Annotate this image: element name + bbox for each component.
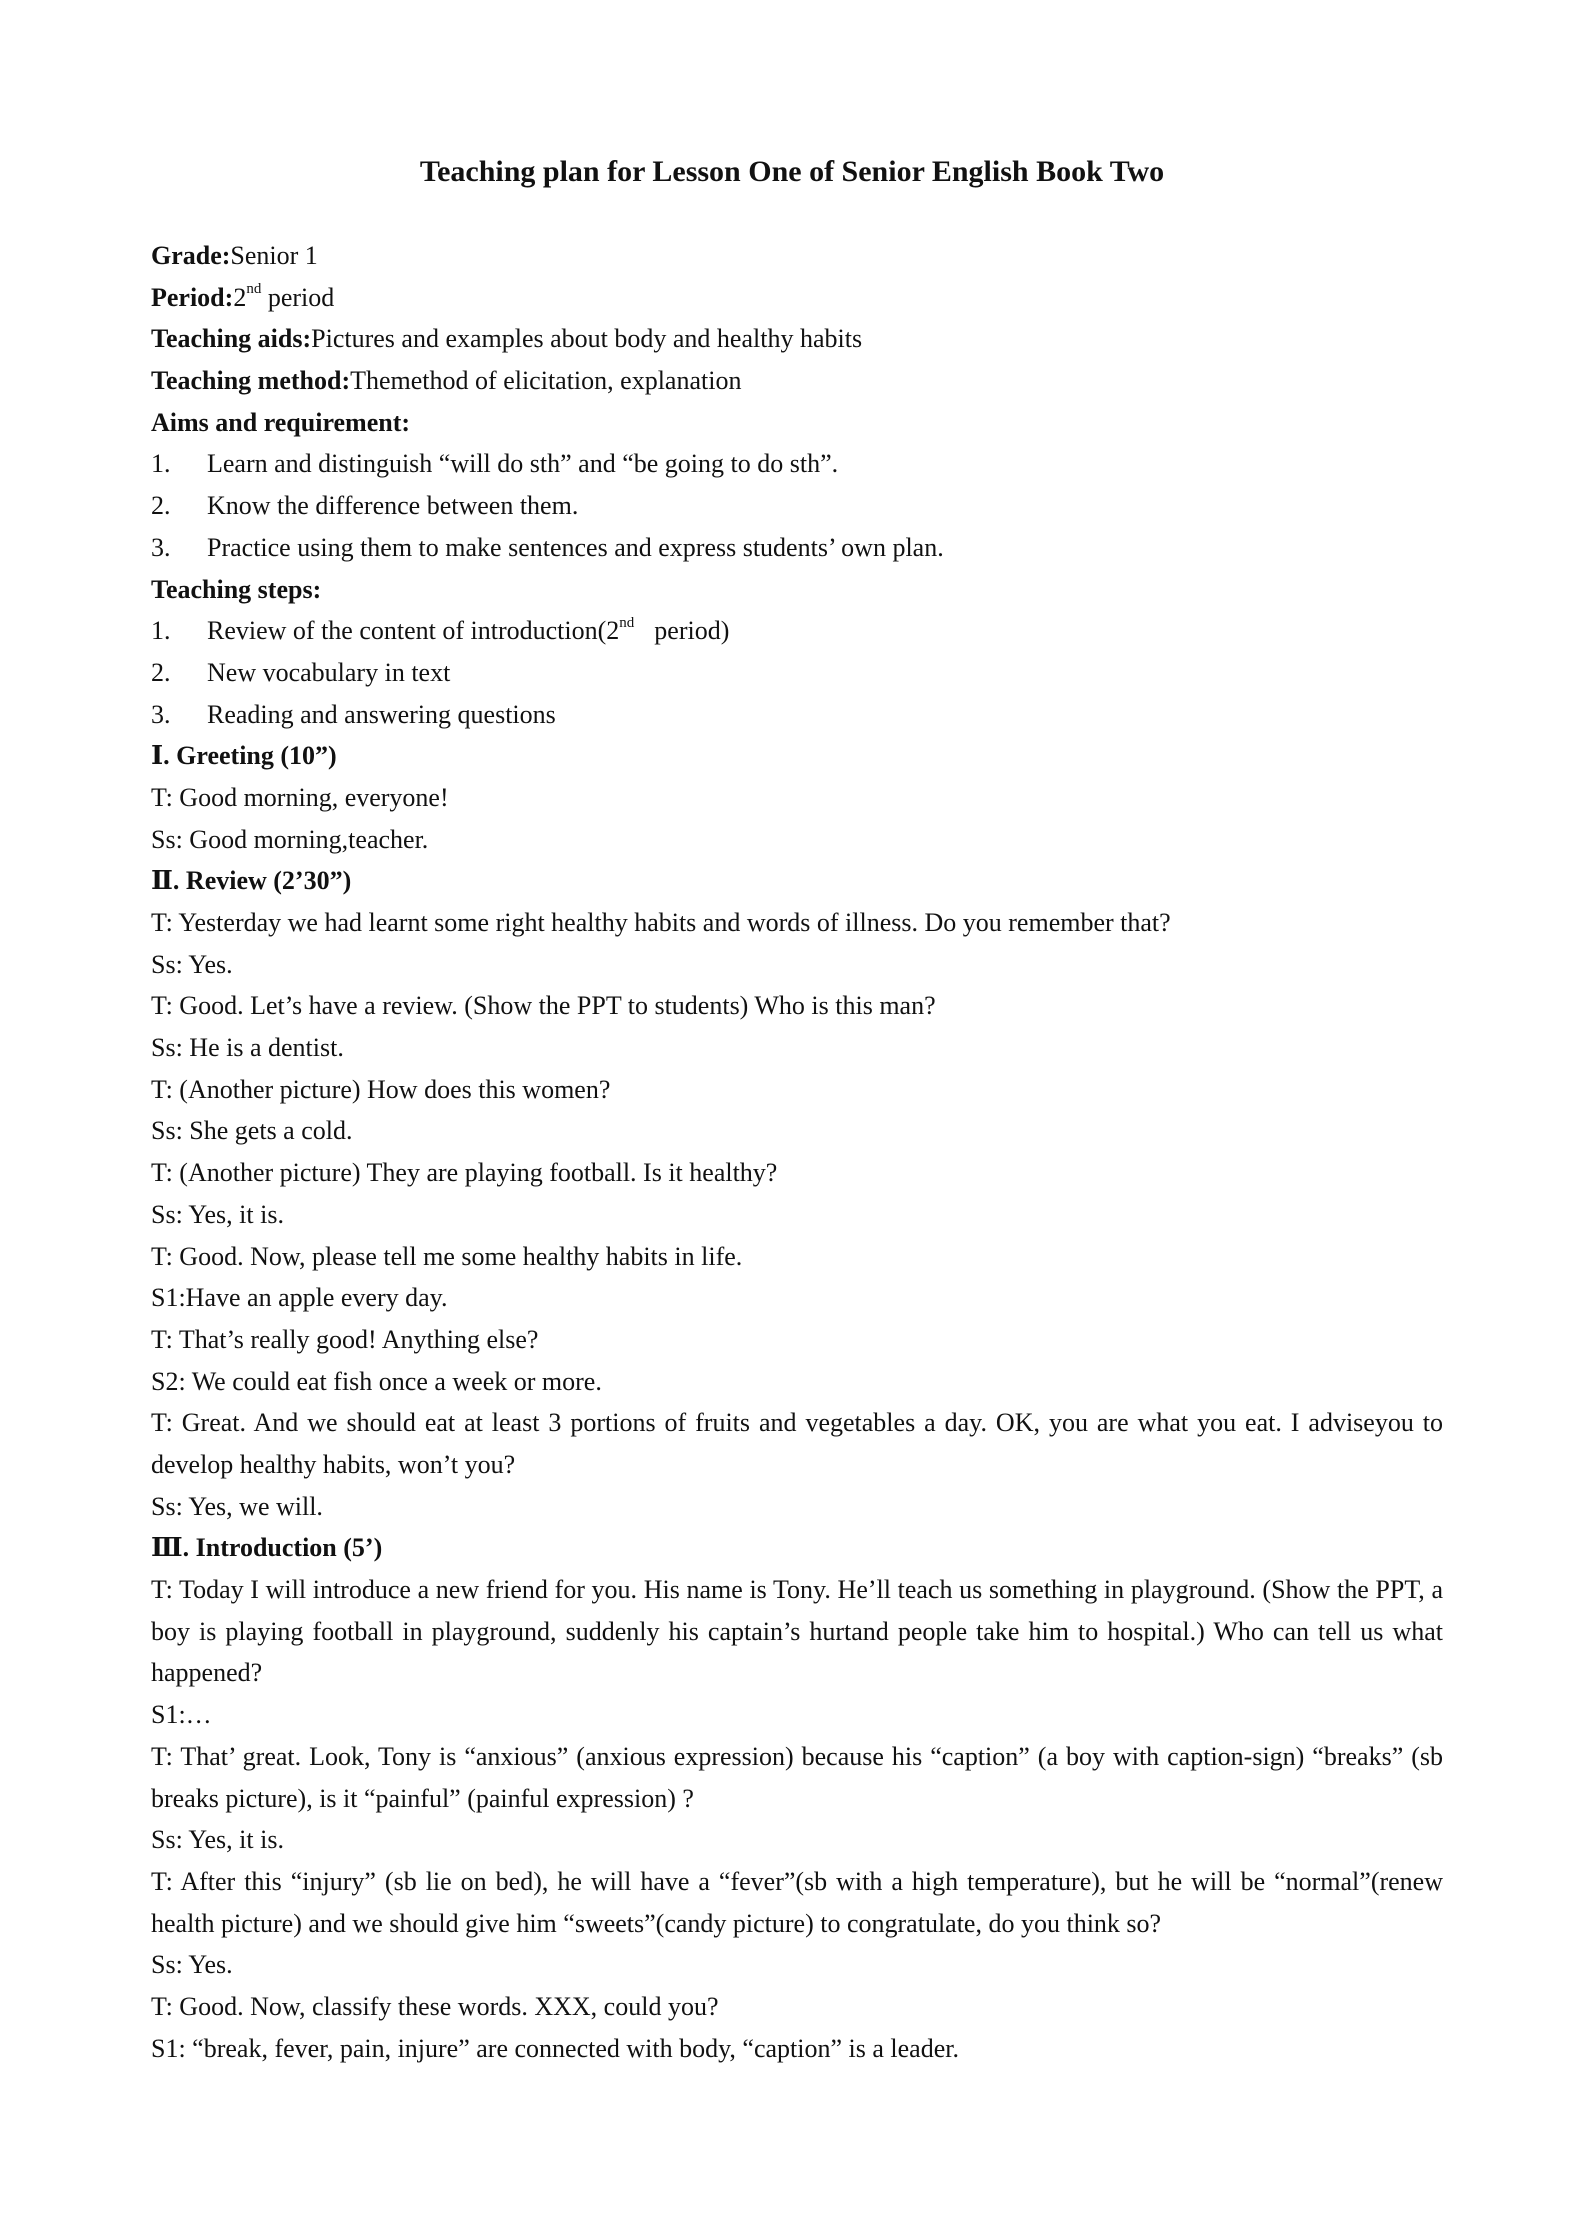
dialogue-line: T: Good. Now, please tell me some healthy habits in life. bbox=[151, 1241, 743, 1271]
steps-heading: Teaching steps: bbox=[151, 574, 322, 604]
aids-label: Teaching aids: bbox=[151, 324, 312, 354]
steps-item bbox=[151, 610, 1443, 652]
step1-text: Review of the content of introduction(2 bbox=[207, 616, 620, 646]
dialogue-line: T: Good. Now, classify these words. XXX, could you? bbox=[151, 1992, 719, 2022]
greeting-heading: Ⅰ. Greeting (10”) bbox=[151, 741, 337, 771]
method-value: Themethod of elicitation, explanation bbox=[350, 366, 742, 396]
list-text: Learn and distinguish “will do sth” and “be going to do sth”. bbox=[207, 449, 839, 479]
dialogue-paragraph: T: After this “injury” (sb lie on bed), he will have a “fever”(sb with a high temperature), but he will be “normal”(renew health picture) and we should give him “sweets”(candy picture) to congratulate, do you think so? bbox=[151, 1866, 1443, 1938]
list-text: Practice using them to make sentences and express students’ own plan. bbox=[207, 532, 944, 562]
dialogue-line: Ss: Yes. bbox=[151, 949, 233, 979]
period-line bbox=[151, 277, 1443, 319]
list-text: Reading and answering questions bbox=[207, 699, 556, 729]
method-line bbox=[151, 360, 1443, 402]
dialogue-line: Ss: He is a dentist. bbox=[151, 1033, 344, 1063]
list-text bbox=[207, 610, 729, 652]
aids-line bbox=[151, 318, 1443, 360]
document-title: Teaching plan for Lesson One of Senior English Book Two bbox=[419, 155, 1165, 188]
aims-heading: Aims and requirement: bbox=[151, 407, 411, 437]
aims-item bbox=[151, 527, 1443, 569]
dialogue-paragraph: T: That’ great. Look, Tony is “anxious” (anxious expression) because his “caption” (a boy with caption-sign) “breaks” (sb breaks picture), is it “painful” (painful expression) ? bbox=[151, 1741, 1443, 1813]
grade-line bbox=[151, 235, 1443, 277]
grade-label: Grade: bbox=[151, 241, 231, 270]
dialogue-line: T: Good morning, everyone! bbox=[151, 782, 449, 812]
dialogue-line: Ss: Yes, we will. bbox=[151, 1491, 323, 1521]
period-label: Period: bbox=[151, 282, 234, 312]
grade-value: Senior 1 bbox=[230, 241, 318, 270]
period-word: period bbox=[261, 282, 335, 312]
dialogue-line: S1: “break, fever, pain, injure” are connected with body, “caption” is a leader. bbox=[151, 2033, 959, 2063]
document-body bbox=[151, 235, 1443, 2069]
dialogue-line: S1:… bbox=[151, 1700, 212, 1730]
list-text: Know the difference between them. bbox=[207, 491, 579, 521]
step1-superscript: nd bbox=[619, 614, 635, 631]
dialogue-line: Ss: Good morning,teacher. bbox=[151, 824, 429, 854]
steps-item bbox=[151, 694, 1443, 736]
method-label: Teaching method: bbox=[151, 366, 351, 396]
dialogue-line: S2: We could eat fish once a week or more. bbox=[151, 1366, 602, 1396]
dialogue-line: T: Good. Let’s have a review. (Show the PPT to students) Who is this man? bbox=[151, 991, 936, 1021]
list-number: 2. bbox=[151, 491, 171, 521]
review-heading: Ⅱ. Review (2’30”) bbox=[151, 866, 352, 896]
list-text: New vocabulary in text bbox=[207, 657, 451, 687]
step1-tail: period) bbox=[654, 616, 730, 646]
list-number: 3. bbox=[151, 532, 171, 562]
dialogue-line: T: That’s really good! Anything else? bbox=[151, 1324, 539, 1354]
list-number: 1. bbox=[151, 449, 171, 479]
list-number: 2. bbox=[151, 657, 171, 687]
list-number: 1. bbox=[151, 616, 171, 646]
dialogue-paragraph: T: Great. And we should eat at least 3 portions of fruits and vegetables a day. OK, you are what you eat. I adviseyou to develop healthy habits, won’t you? bbox=[151, 1408, 1443, 1479]
aims-item bbox=[151, 485, 1443, 527]
aims-item bbox=[151, 443, 1443, 485]
dialogue-line: T: Yesterday we had learnt some right healthy habits and words of illness. Do you remember that? bbox=[151, 908, 1171, 937]
dialogue-line: S1:Have an apple every day. bbox=[151, 1283, 448, 1313]
period-number: 2 bbox=[233, 282, 247, 312]
introduction-heading: Ⅲ. Introduction (5’) bbox=[151, 1533, 383, 1563]
period-superscript: nd bbox=[246, 281, 262, 298]
dialogue-line: Ss: Yes, it is. bbox=[151, 1199, 284, 1229]
steps-item bbox=[151, 652, 1443, 694]
dialogue-line: T: (Another picture) How does this women? bbox=[151, 1074, 611, 1104]
aids-value: Pictures and examples about body and healthy habits bbox=[311, 324, 863, 354]
dialogue-line: Ss: Yes. bbox=[151, 1950, 233, 1980]
dialogue-paragraph: T: Today I will introduce a new friend for you. His name is Tony. He’ll teach us something in playground. (Show the PPT, a boy is playing football in playground, suddenly his captain’s hurtand people take him to hospital.) Who can tell us what happened? bbox=[151, 1575, 1443, 1688]
list-number: 3. bbox=[151, 699, 171, 729]
dialogue-line: Ss: She gets a cold. bbox=[151, 1116, 353, 1146]
dialogue-line: T: (Another picture) They are playing football. Is it healthy? bbox=[151, 1158, 778, 1188]
dialogue-line: Ss: Yes, it is. bbox=[151, 1825, 284, 1855]
